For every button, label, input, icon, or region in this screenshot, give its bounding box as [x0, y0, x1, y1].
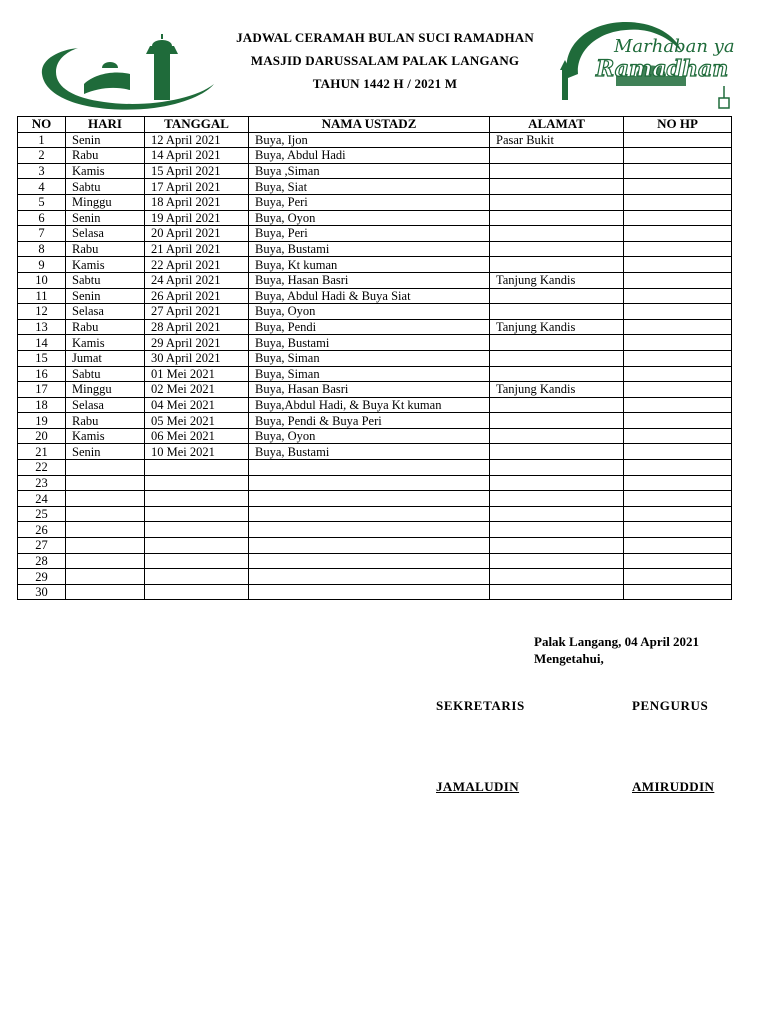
- table-row: [18, 444, 732, 460]
- table-row: [18, 350, 732, 366]
- cell-date: 22 April 2021: [145, 257, 249, 273]
- table-row: [18, 584, 732, 600]
- cell-address: [490, 257, 624, 273]
- cell-day: Senin: [66, 444, 145, 460]
- cell-no: 3: [18, 163, 66, 179]
- role-secretary: SEKRETARIS: [436, 698, 525, 713]
- table-row: [18, 491, 732, 507]
- ramadhan-logo: [556, 18, 738, 110]
- cell-no: 6: [18, 210, 66, 226]
- name-secretary: JAMALUDIN: [436, 779, 520, 794]
- cell-phone: [624, 553, 732, 569]
- cell-date: [145, 475, 249, 491]
- cell-phone: [624, 179, 732, 195]
- cell-phone: [624, 491, 732, 507]
- cell-date: 21 April 2021: [145, 241, 249, 257]
- table-row: [18, 226, 732, 242]
- cell-no: 19: [18, 413, 66, 429]
- table-row: [18, 132, 732, 148]
- lecture-schedule-table: [17, 116, 732, 600]
- cell-date: 18 April 2021: [145, 194, 249, 210]
- cell-address: Pasar Bukit: [490, 132, 624, 148]
- cell-speaker: [249, 460, 490, 476]
- cell-no: 23: [18, 475, 66, 491]
- table-row: [18, 538, 732, 554]
- cell-date: 26 April 2021: [145, 288, 249, 304]
- cell-address: [490, 538, 624, 554]
- table-row: [18, 148, 732, 164]
- table-row: [18, 210, 732, 226]
- cell-speaker: Buya, Ijon: [249, 132, 490, 148]
- cell-phone: [624, 428, 732, 444]
- cell-day: Selasa: [66, 397, 145, 413]
- cell-phone: [624, 475, 732, 491]
- table-row: [18, 272, 732, 288]
- header-mosque-name: MASJID DARUSSALAM PALAK LANGANG: [250, 53, 520, 68]
- cell-speaker: Buya, Oyon: [249, 304, 490, 320]
- document-header: [205, 30, 565, 99]
- table-row: [18, 288, 732, 304]
- cell-phone: [624, 506, 732, 522]
- cell-date: 19 April 2021: [145, 210, 249, 226]
- role-manager: PENGURUS: [632, 698, 709, 713]
- cell-no: 18: [18, 397, 66, 413]
- header-year: TAHUN 1442 H / 2021 M: [312, 76, 458, 91]
- cell-no: 30: [18, 584, 66, 600]
- cell-no: 27: [18, 538, 66, 554]
- cell-day: Sabtu: [66, 179, 145, 195]
- cell-day: Kamis: [66, 335, 145, 351]
- cell-no: 28: [18, 553, 66, 569]
- cell-speaker: [249, 553, 490, 569]
- cell-no: 12: [18, 304, 66, 320]
- cell-speaker: Buya, Bustami: [249, 241, 490, 257]
- cell-phone: [624, 148, 732, 164]
- table-row: [18, 553, 732, 569]
- table-row: [18, 382, 732, 398]
- cell-speaker: [249, 522, 490, 538]
- cell-no: 4: [18, 179, 66, 195]
- cell-day: [66, 506, 145, 522]
- cell-speaker: Buya, Bustami: [249, 444, 490, 460]
- cell-phone: [624, 163, 732, 179]
- acknowledged-label: Mengetahui,: [534, 651, 604, 666]
- cell-date: [145, 522, 249, 538]
- cell-phone: [624, 460, 732, 476]
- cell-address: [490, 413, 624, 429]
- cell-speaker: [249, 569, 490, 585]
- table-row: [18, 428, 732, 444]
- cell-day: Rabu: [66, 241, 145, 257]
- cell-date: 05 Mei 2021: [145, 413, 249, 429]
- cell-day: Minggu: [66, 194, 145, 210]
- cell-no: 13: [18, 319, 66, 335]
- column-header-day: HARI: [66, 117, 145, 133]
- cell-address: [490, 460, 624, 476]
- cell-day: Senin: [66, 288, 145, 304]
- table-row: [18, 194, 732, 210]
- cell-speaker: Buya, Peri: [249, 226, 490, 242]
- cell-day: Selasa: [66, 226, 145, 242]
- cell-date: 27 April 2021: [145, 304, 249, 320]
- cell-address: [490, 553, 624, 569]
- cell-address: [490, 288, 624, 304]
- cell-no: 24: [18, 491, 66, 507]
- cell-address: Tanjung Kandis: [490, 272, 624, 288]
- cell-speaker: Buya,Abdul Hadi, & Buya Kt kuman: [249, 397, 490, 413]
- cell-no: 22: [18, 460, 66, 476]
- cell-date: [145, 460, 249, 476]
- cell-date: [145, 569, 249, 585]
- table-row: [18, 163, 732, 179]
- cell-day: Kamis: [66, 428, 145, 444]
- cell-no: 5: [18, 194, 66, 210]
- cell-date: [145, 491, 249, 507]
- cell-day: Kamis: [66, 257, 145, 273]
- cell-address: [490, 210, 624, 226]
- cell-no: 7: [18, 226, 66, 242]
- cell-speaker: Buya, Hasan Basri: [249, 272, 490, 288]
- cell-address: [490, 428, 624, 444]
- cell-day: Sabtu: [66, 272, 145, 288]
- cell-phone: [624, 397, 732, 413]
- cell-phone: [624, 350, 732, 366]
- cell-address: [490, 148, 624, 164]
- cell-date: 24 April 2021: [145, 272, 249, 288]
- cell-address: [490, 194, 624, 210]
- cell-date: 02 Mei 2021: [145, 382, 249, 398]
- column-header-no: NO: [18, 117, 66, 133]
- cell-phone: [624, 226, 732, 242]
- cell-date: 28 April 2021: [145, 319, 249, 335]
- cell-day: Sabtu: [66, 366, 145, 382]
- cell-date: [145, 584, 249, 600]
- cell-phone: [624, 241, 732, 257]
- cell-date: [145, 506, 249, 522]
- cell-phone: [624, 413, 732, 429]
- cell-phone: [624, 288, 732, 304]
- cell-no: 10: [18, 272, 66, 288]
- cell-speaker: Buya, Peri: [249, 194, 490, 210]
- cell-speaker: [249, 584, 490, 600]
- cell-speaker: [249, 506, 490, 522]
- cell-address: [490, 163, 624, 179]
- cell-phone: [624, 257, 732, 273]
- column-header-speaker: NAMA USTADZ: [249, 117, 490, 133]
- cell-address: [490, 506, 624, 522]
- column-header-phone: NO HP: [624, 117, 732, 133]
- cell-date: 06 Mei 2021: [145, 428, 249, 444]
- cell-day: [66, 522, 145, 538]
- cell-no: 15: [18, 350, 66, 366]
- cell-address: Tanjung Kandis: [490, 319, 624, 335]
- place-date: Palak Langang, 04 April 2021: [534, 634, 700, 649]
- cell-speaker: Buya, Kt kuman: [249, 257, 490, 273]
- cell-phone: [624, 569, 732, 585]
- mosque-logo: [34, 32, 216, 114]
- cell-day: Rabu: [66, 413, 145, 429]
- column-header-address: ALAMAT: [490, 117, 624, 133]
- cell-address: [490, 304, 624, 320]
- table-row: [18, 475, 732, 491]
- cell-day: Minggu: [66, 382, 145, 398]
- table-row: [18, 413, 732, 429]
- cell-speaker: Buya, Pendi: [249, 319, 490, 335]
- logo-text-marhaban: Marhaban ya: [614, 36, 735, 57]
- cell-speaker: Buya, Oyon: [249, 428, 490, 444]
- cell-day: [66, 460, 145, 476]
- cell-speaker: Buya, Siman: [249, 350, 490, 366]
- cell-phone: [624, 335, 732, 351]
- cell-address: [490, 491, 624, 507]
- cell-address: [490, 397, 624, 413]
- cell-speaker: Buya, Siman: [249, 366, 490, 382]
- cell-speaker: Buya, Pendi & Buya Peri: [249, 413, 490, 429]
- table-row: [18, 366, 732, 382]
- logo-text-ramadhan: Ramadhan: [596, 56, 729, 82]
- cell-address: [490, 335, 624, 351]
- cell-no: 17: [18, 382, 66, 398]
- cell-day: [66, 569, 145, 585]
- cell-speaker: Buya, Oyon: [249, 210, 490, 226]
- cell-date: [145, 553, 249, 569]
- table-row: [18, 179, 732, 195]
- cell-phone: [624, 444, 732, 460]
- table-row: [18, 319, 732, 335]
- cell-date: 30 April 2021: [145, 350, 249, 366]
- table-row: [18, 522, 732, 538]
- cell-day: Kamis: [66, 163, 145, 179]
- cell-day: [66, 553, 145, 569]
- cell-day: [66, 538, 145, 554]
- cell-address: [490, 522, 624, 538]
- cell-address: [490, 569, 624, 585]
- cell-phone: [624, 304, 732, 320]
- cell-date: 10 Mei 2021: [145, 444, 249, 460]
- cell-date: 14 April 2021: [145, 148, 249, 164]
- table-row: [18, 304, 732, 320]
- table-body: [18, 132, 732, 600]
- cell-address: Tanjung Kandis: [490, 382, 624, 398]
- cell-date: 17 April 2021: [145, 179, 249, 195]
- cell-address: [490, 366, 624, 382]
- cell-day: Rabu: [66, 319, 145, 335]
- cell-no: 1: [18, 132, 66, 148]
- cell-day: Rabu: [66, 148, 145, 164]
- cell-day: Senin: [66, 210, 145, 226]
- cell-phone: [624, 538, 732, 554]
- cell-no: 20: [18, 428, 66, 444]
- cell-day: [66, 491, 145, 507]
- cell-no: 14: [18, 335, 66, 351]
- cell-phone: [624, 584, 732, 600]
- header-title: JADWAL CERAMAH BULAN SUCI RAMADHAN: [236, 30, 534, 45]
- cell-date: 20 April 2021: [145, 226, 249, 242]
- cell-address: [490, 226, 624, 242]
- cell-no: 9: [18, 257, 66, 273]
- cell-address: [490, 584, 624, 600]
- cell-no: 26: [18, 522, 66, 538]
- cell-phone: [624, 382, 732, 398]
- cell-phone: [624, 210, 732, 226]
- cell-speaker: Buya, Siat: [249, 179, 490, 195]
- table-row: [18, 460, 732, 476]
- cell-day: Selasa: [66, 304, 145, 320]
- table-row: [18, 257, 732, 273]
- cell-day: [66, 584, 145, 600]
- cell-date: [145, 538, 249, 554]
- cell-phone: [624, 319, 732, 335]
- cell-speaker: Buya, Abdul Hadi & Buya Siat: [249, 288, 490, 304]
- cell-day: [66, 475, 145, 491]
- table-row: [18, 241, 732, 257]
- cell-speaker: Buya, Bustami: [249, 335, 490, 351]
- table-row: [18, 569, 732, 585]
- cell-date: 12 April 2021: [145, 132, 249, 148]
- cell-address: [490, 444, 624, 460]
- cell-address: [490, 350, 624, 366]
- cell-day: Senin: [66, 132, 145, 148]
- cell-phone: [624, 194, 732, 210]
- cell-speaker: Buya, Hasan Basri: [249, 382, 490, 398]
- cell-date: 04 Mei 2021: [145, 397, 249, 413]
- cell-date: 15 April 2021: [145, 163, 249, 179]
- cell-phone: [624, 132, 732, 148]
- cell-no: 29: [18, 569, 66, 585]
- cell-no: 25: [18, 506, 66, 522]
- cell-date: 29 April 2021: [145, 335, 249, 351]
- cell-speaker: [249, 538, 490, 554]
- column-header-date: TANGGAL: [145, 117, 249, 133]
- table-row: [18, 506, 732, 522]
- name-manager: AMIRUDDIN: [632, 779, 715, 794]
- cell-no: 8: [18, 241, 66, 257]
- cell-no: 16: [18, 366, 66, 382]
- cell-phone: [624, 522, 732, 538]
- table-row: [18, 335, 732, 351]
- cell-no: 11: [18, 288, 66, 304]
- cell-address: [490, 475, 624, 491]
- cell-speaker: Buya, Abdul Hadi: [249, 148, 490, 164]
- cell-no: 2: [18, 148, 66, 164]
- cell-no: 21: [18, 444, 66, 460]
- cell-speaker: Buya ,Siman: [249, 163, 490, 179]
- cell-day: Jumat: [66, 350, 145, 366]
- cell-speaker: [249, 491, 490, 507]
- cell-speaker: [249, 475, 490, 491]
- cell-date: 01 Mei 2021: [145, 366, 249, 382]
- cell-phone: [624, 366, 732, 382]
- cell-phone: [624, 272, 732, 288]
- table-header-row: [18, 117, 732, 133]
- cell-address: [490, 241, 624, 257]
- cell-address: [490, 179, 624, 195]
- table-row: [18, 397, 732, 413]
